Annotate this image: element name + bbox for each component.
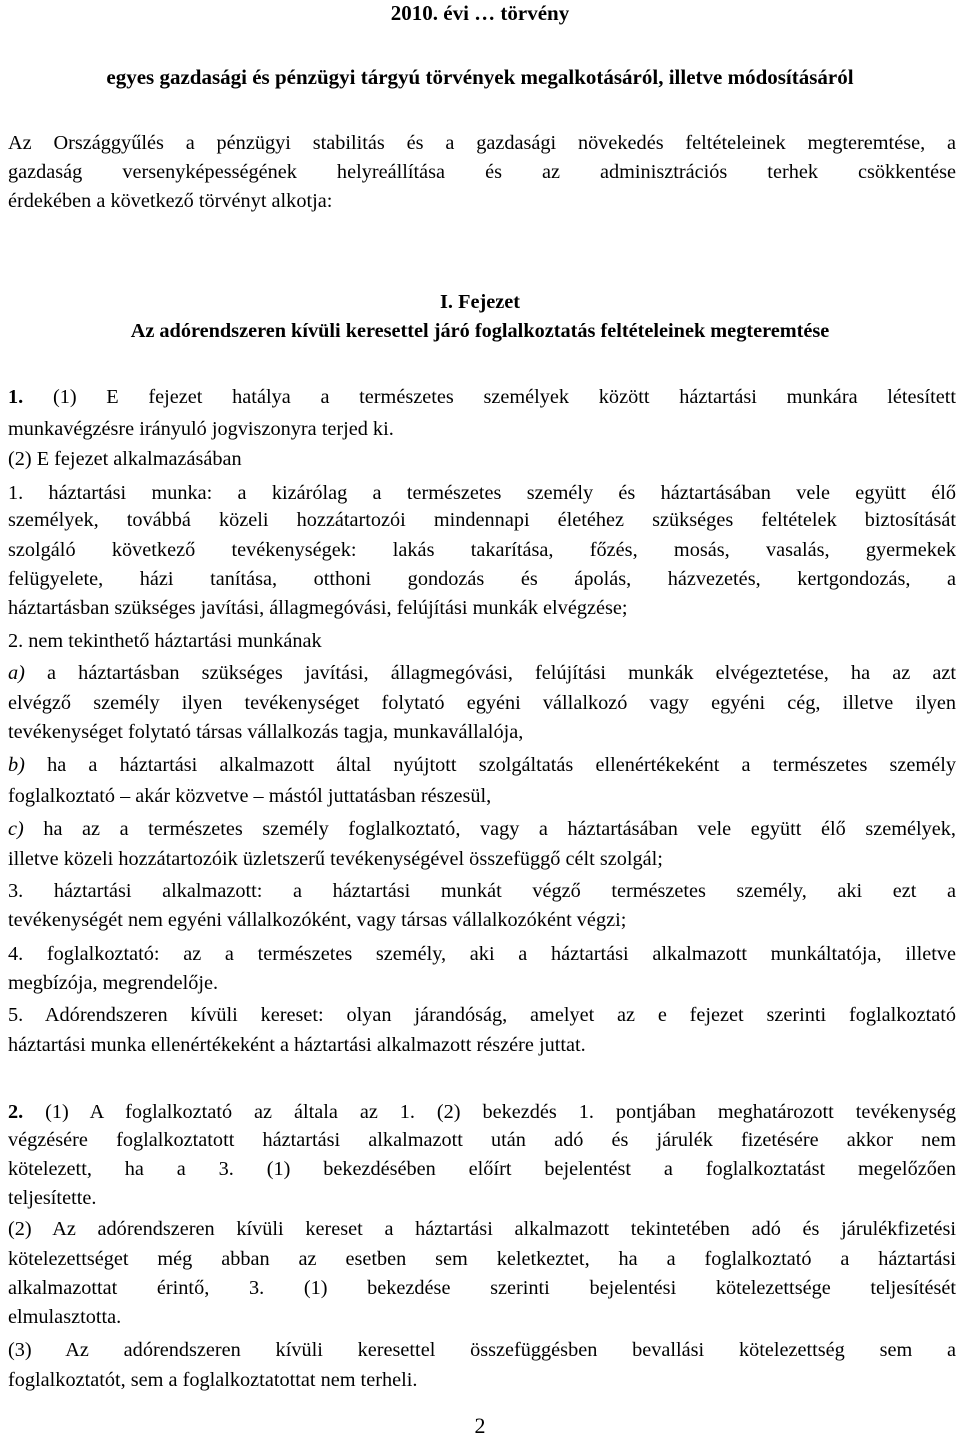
section-2-paragraph-3-line: foglalkoztatót, sem a foglalkoztatottat nem terheli. [8,1369,418,1391]
definition-2-intro: 2. nem tekinthető háztartási munkának [8,630,322,652]
point-b: b) ha a háztartási alkalmazott által nyújtott szolgáltatás ellenértékeként a természetes személy [8,754,956,776]
section-2-paragraph-2-line: alkalmazottat érintő, 3. (1) bekezdése szerinti bejelentési kötelezettsége teljesítését [8,1277,956,1299]
point-a-line: tevékenységet folytató társas vállalkozás tagja, munkavállalója, [8,721,524,743]
point-c: c) ha az a természetes személy foglalkoztató, vagy a háztartásában vele együtt élő személyek, [8,818,956,840]
section-2-paragraph-2: (2) Az adórendszeren kívüli kereset a háztartási alkalmazott tekintetében adó és járulékfizetési [8,1218,956,1240]
preamble-line: érdekében a következő törvényt alkotja: [8,190,333,212]
section-1-paragraph-2: (2) E fejezet alkalmazásában [8,448,242,470]
chapter-number: I. Fejezet [440,291,520,313]
definition-3-line: tevékenységét nem egyéni vállalkozóként, vagy társas vállalkozóként végzi; [8,909,627,931]
section-2-paragraph-1: 2. (1) A foglalkoztató az általa az 1. (2) bekezdés 1. pontjában meghatározott tevékenység [8,1101,956,1123]
section-1-paragraph-1: 1. (1) E fejezet hatálya a természetes személyek között háztartási munkára létesített [8,386,956,408]
law-title: egyes gazdasági és pénzügyi tárgyú törvények megalkotásáról, illetve módosításáról [106,65,854,89]
section-2-paragraph-2-line: kötelezettséget még abban az esetben sem keletkeztet, ha a foglalkoztató a háztartási [8,1248,956,1270]
point-a: a) a háztartásban szükséges javítási, állagmegóvási, felújítási munkák elvégeztetése, ha az azt [8,662,956,684]
point-b-line: foglalkoztató – akár közvetve – mástól juttatásban részesül, [8,785,492,807]
definition-3: 3. háztartási alkalmazott: a háztartási munkát végző természetes személy, aki ezt a [8,880,956,902]
section-1-paragraph-1-cont: munkavégzésre irányuló jogviszonyra terjed ki. [8,418,394,440]
definition-line: szolgáló következő tevékenységek: lakás takarítása, főzés, mosás, vasalás, gyermekek [8,539,956,561]
preamble-line: Az Országgyűlés a pénzügyi stabilitás és a gazdasági növekedés feltételeinek megteremtése, a [8,132,956,154]
definition-line: felügyelete, házi tanítása, otthoni gondozás és ápolás, házvezetés, kertgondozás, a [8,568,956,590]
definition-4: 4. foglalkoztató: az a természetes személy, aki a háztartási alkalmazott munkáltatója, illetve [8,943,956,965]
section-2-paragraph-1-line: kötelezett, ha a 3. (1) bekezdésében előírt bejelentést a foglalkoztatást megelőzően [8,1158,956,1180]
definition-5-line: háztartási munka ellenértékeként a háztartási alkalmazott részére juttat. [8,1034,586,1056]
definition-line: személyek, továbbá közeli hozzátartozói mindennapi életéhez szükséges feltételek biztosítását [8,509,956,531]
preamble-line: gazdaság versenyképességének helyreállítása és az adminisztrációs terhek csökkentése [8,161,956,183]
section-2-paragraph-1-line: teljesítette. [8,1187,97,1209]
section-2-paragraph-2-line: elmulasztotta. [8,1306,122,1328]
definition-5: 5. Adórendszeren kívüli kereset: olyan járandóság, amelyet az e fejezet szerinti foglalkoztató [8,1004,956,1026]
point-a-line: elvégző személy ilyen tevékenységet folytató egyéni vállalkozó vagy egyéni cég, illetve ilyen [8,692,956,714]
definition-line: 1. háztartási munka: a kizárólag a természetes személy és háztartásában vele együtt élő [8,482,956,504]
definition-line: háztartásban szükséges javítási, állagmegóvási, felújítási munkák elvégzése; [8,597,628,619]
point-c-line: illetve közeli hozzátartozóik üzletszerű tevékenységével összefüggő célt szolgál; [8,848,663,870]
section-number: 2. [8,1101,24,1123]
chapter-title: Az adórendszeren kívüli keresettel járó foglalkoztatás feltételeinek megteremtése [130,320,830,342]
section-2-paragraph-1-line: végzésére foglalkoztatott háztartási alkalmazott után adó és járulék fizetésére akkor nem [8,1129,956,1151]
section-number: 1. [8,386,24,408]
law-number: 2010. évi … törvény [390,1,570,25]
definition-4-line: megbízója, megrendelője. [8,972,219,994]
page-number: 2 [474,1413,486,1438]
section-2-paragraph-3: (3) Az adórendszeren kívüli keresettel összefüggésben bevallási kötelezettség sem a [8,1339,956,1361]
